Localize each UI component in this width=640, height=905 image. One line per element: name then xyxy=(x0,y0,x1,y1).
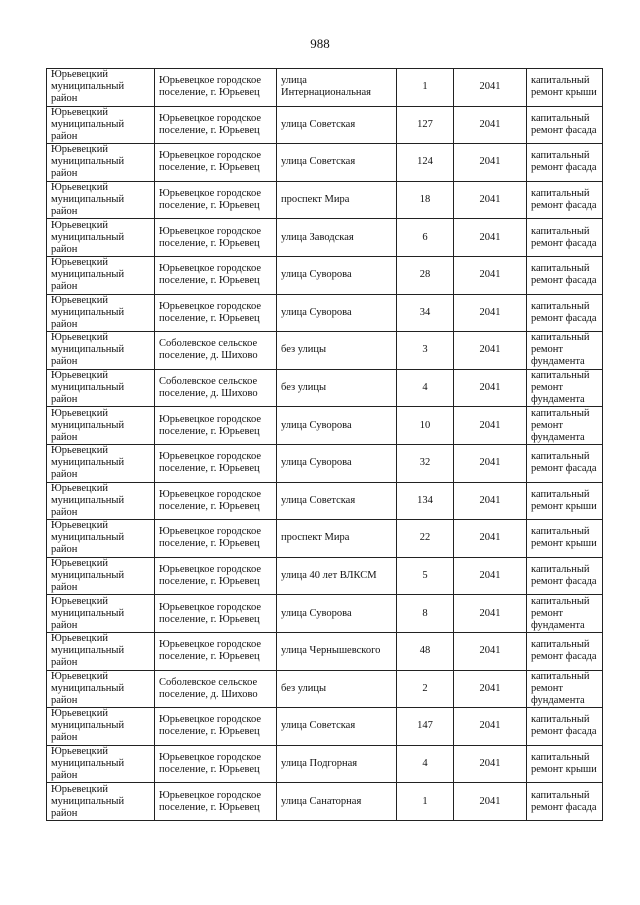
settlement-cell: Юрьевецкое городское поселение, г. Юрьевец xyxy=(155,294,277,332)
settlement-cell: Юрьевецкое городское поселение, г. Юрьевец xyxy=(155,482,277,520)
street-cell: проспект Мира xyxy=(277,520,397,558)
house-number-cell: 134 xyxy=(397,482,454,520)
table-row xyxy=(47,219,603,257)
house-number-cell: 22 xyxy=(397,520,454,558)
settlement-cell: Юрьевецкое городское поселение, г. Юрьевец xyxy=(155,745,277,783)
table-row xyxy=(47,708,603,746)
page-number: 988 xyxy=(310,36,330,51)
district-cell: Юрьевецкий муниципальный район xyxy=(47,106,155,144)
year-cell: 2041 xyxy=(454,106,527,144)
district-cell: Юрьевецкий муниципальный район xyxy=(47,444,155,482)
table-row xyxy=(47,407,603,445)
work-type-cell: капитальный ремонт фундамента xyxy=(527,332,603,370)
year-cell: 2041 xyxy=(454,407,527,445)
work-type-cell: капитальный ремонт фасада xyxy=(527,256,603,294)
street-cell: улица Санаторная xyxy=(277,783,397,821)
year-cell: 2041 xyxy=(454,69,527,107)
year-cell: 2041 xyxy=(454,256,527,294)
street-cell: улица Суворова xyxy=(277,595,397,633)
table-row xyxy=(47,745,603,783)
table-row xyxy=(47,595,603,633)
house-number-cell: 10 xyxy=(397,407,454,445)
settlement-cell: Юрьевецкое городское поселение, г. Юрьевец xyxy=(155,520,277,558)
street-cell: без улицы xyxy=(277,332,397,370)
work-type-cell: капитальный ремонт крыши xyxy=(527,482,603,520)
table-row xyxy=(47,632,603,670)
year-cell: 2041 xyxy=(454,783,527,821)
district-cell: Юрьевецкий муниципальный район xyxy=(47,144,155,182)
street-cell: улица Суворова xyxy=(277,294,397,332)
settlement-cell: Юрьевецкое городское поселение, г. Юрьевец xyxy=(155,595,277,633)
house-number-cell: 4 xyxy=(397,745,454,783)
year-cell: 2041 xyxy=(454,482,527,520)
year-cell: 2041 xyxy=(454,520,527,558)
house-number-cell: 3 xyxy=(397,332,454,370)
table-row xyxy=(47,144,603,182)
street-cell: улица 40 лет ВЛКСМ xyxy=(277,557,397,595)
house-number-cell: 2 xyxy=(397,670,454,708)
house-number-cell: 6 xyxy=(397,219,454,257)
street-cell: улица Суворова xyxy=(277,444,397,482)
house-number-cell: 127 xyxy=(397,106,454,144)
district-cell: Юрьевецкий муниципальный район xyxy=(47,219,155,257)
table-row xyxy=(47,181,603,219)
year-cell: 2041 xyxy=(454,181,527,219)
settlement-cell: Юрьевецкое городское поселение, г. Юрьевец xyxy=(155,69,277,107)
table-row xyxy=(47,783,603,821)
settlement-cell: Юрьевецкое городское поселение, г. Юрьевец xyxy=(155,632,277,670)
settlement-cell: Юрьевецкое городское поселение, г. Юрьевец xyxy=(155,106,277,144)
district-cell: Юрьевецкий муниципальный район xyxy=(47,407,155,445)
settlement-cell: Юрьевецкое городское поселение, г. Юрьевец xyxy=(155,783,277,821)
district-cell: Юрьевецкий муниципальный район xyxy=(47,708,155,746)
work-type-cell: капитальный ремонт крыши xyxy=(527,520,603,558)
district-cell: Юрьевецкий муниципальный район xyxy=(47,69,155,107)
settlement-cell: Юрьевецкое городское поселение, г. Юрьевец xyxy=(155,256,277,294)
district-cell: Юрьевецкий муниципальный район xyxy=(47,670,155,708)
house-number-cell: 34 xyxy=(397,294,454,332)
year-cell: 2041 xyxy=(454,369,527,407)
district-cell: Юрьевецкий муниципальный район xyxy=(47,369,155,407)
district-cell: Юрьевецкий муниципальный район xyxy=(47,783,155,821)
street-cell: улица Заводская xyxy=(277,219,397,257)
work-type-cell: капитальный ремонт фасада xyxy=(527,557,603,595)
street-cell: улица Советская xyxy=(277,106,397,144)
year-cell: 2041 xyxy=(454,557,527,595)
table-row xyxy=(47,294,603,332)
work-type-cell: капитальный ремонт крыши xyxy=(527,745,603,783)
house-number-cell: 1 xyxy=(397,783,454,821)
house-number-cell: 32 xyxy=(397,444,454,482)
year-cell: 2041 xyxy=(454,144,527,182)
work-type-cell: капитальный ремонт фасада xyxy=(527,294,603,332)
house-number-cell: 1 xyxy=(397,69,454,107)
work-type-cell: капитальный ремонт фасада xyxy=(527,106,603,144)
district-cell: Юрьевецкий муниципальный район xyxy=(47,520,155,558)
street-cell: улица Суворова xyxy=(277,256,397,294)
table-row xyxy=(47,444,603,482)
year-cell: 2041 xyxy=(454,294,527,332)
table-row xyxy=(47,520,603,558)
work-type-cell: капитальный ремонт фасада xyxy=(527,181,603,219)
district-cell: Юрьевецкий муниципальный район xyxy=(47,332,155,370)
work-type-cell: капитальный ремонт фасада xyxy=(527,444,603,482)
work-type-cell: капитальный ремонт фасада xyxy=(527,708,603,746)
table-row xyxy=(47,69,603,107)
year-cell: 2041 xyxy=(454,219,527,257)
house-number-cell: 18 xyxy=(397,181,454,219)
work-type-cell: капитальный ремонт фасада xyxy=(527,219,603,257)
district-cell: Юрьевецкий муниципальный район xyxy=(47,482,155,520)
house-number-cell: 5 xyxy=(397,557,454,595)
street-cell: улица Интернациональная xyxy=(277,69,397,107)
street-cell: улица Подгорная xyxy=(277,745,397,783)
work-type-cell: капитальный ремонт фундамента xyxy=(527,369,603,407)
district-cell: Юрьевецкий муниципальный район xyxy=(47,557,155,595)
house-number-cell: 147 xyxy=(397,708,454,746)
street-cell: улица Советская xyxy=(277,482,397,520)
district-cell: Юрьевецкий муниципальный район xyxy=(47,745,155,783)
district-cell: Юрьевецкий муниципальный район xyxy=(47,256,155,294)
district-cell: Юрьевецкий муниципальный район xyxy=(47,632,155,670)
table-row xyxy=(47,482,603,520)
table-row xyxy=(47,670,603,708)
settlement-cell: Соболевское сельское поселение, д. Шихово xyxy=(155,332,277,370)
settlement-cell: Юрьевецкое городское поселение, г. Юрьевец xyxy=(155,181,277,219)
settlement-cell: Юрьевецкое городское поселение, г. Юрьевец xyxy=(155,444,277,482)
street-cell: улица Советская xyxy=(277,708,397,746)
street-cell: без улицы xyxy=(277,670,397,708)
year-cell: 2041 xyxy=(454,444,527,482)
work-type-cell: капитальный ремонт крыши xyxy=(527,69,603,107)
table-row xyxy=(47,332,603,370)
street-cell: без улицы xyxy=(277,369,397,407)
table-row xyxy=(47,106,603,144)
settlement-cell: Юрьевецкое городское поселение, г. Юрьевец xyxy=(155,557,277,595)
street-cell: улица Советская xyxy=(277,144,397,182)
street-cell: улица Суворова xyxy=(277,407,397,445)
year-cell: 2041 xyxy=(454,332,527,370)
year-cell: 2041 xyxy=(454,708,527,746)
street-cell: улица Чернышевского xyxy=(277,632,397,670)
year-cell: 2041 xyxy=(454,595,527,633)
settlement-cell: Юрьевецкое городское поселение, г. Юрьевец xyxy=(155,407,277,445)
house-number-cell: 4 xyxy=(397,369,454,407)
work-type-cell: капитальный ремонт фундамента xyxy=(527,670,603,708)
settlement-cell: Юрьевецкое городское поселение, г. Юрьевец xyxy=(155,708,277,746)
repair-schedule-table xyxy=(46,68,603,821)
house-number-cell: 124 xyxy=(397,144,454,182)
settlement-cell: Соболевское сельское поселение, д. Шихово xyxy=(155,670,277,708)
work-type-cell: капитальный ремонт фундамента xyxy=(527,407,603,445)
house-number-cell: 48 xyxy=(397,632,454,670)
district-cell: Юрьевецкий муниципальный район xyxy=(47,181,155,219)
table-row xyxy=(47,369,603,407)
house-number-cell: 28 xyxy=(397,256,454,294)
year-cell: 2041 xyxy=(454,745,527,783)
table-body xyxy=(47,69,603,821)
district-cell: Юрьевецкий муниципальный район xyxy=(47,294,155,332)
district-cell: Юрьевецкий муниципальный район xyxy=(47,595,155,633)
street-cell: проспект Мира xyxy=(277,181,397,219)
year-cell: 2041 xyxy=(454,632,527,670)
work-type-cell: капитальный ремонт фасада xyxy=(527,783,603,821)
year-cell: 2041 xyxy=(454,670,527,708)
table-row xyxy=(47,256,603,294)
work-type-cell: капитальный ремонт фасада xyxy=(527,144,603,182)
settlement-cell: Юрьевецкое городское поселение, г. Юрьевец xyxy=(155,219,277,257)
work-type-cell: капитальный ремонт фундамента xyxy=(527,595,603,633)
table-row xyxy=(47,557,603,595)
house-number-cell: 8 xyxy=(397,595,454,633)
settlement-cell: Юрьевецкое городское поселение, г. Юрьевец xyxy=(155,144,277,182)
settlement-cell: Соболевское сельское поселение, д. Шихово xyxy=(155,369,277,407)
work-type-cell: капитальный ремонт фасада xyxy=(527,632,603,670)
